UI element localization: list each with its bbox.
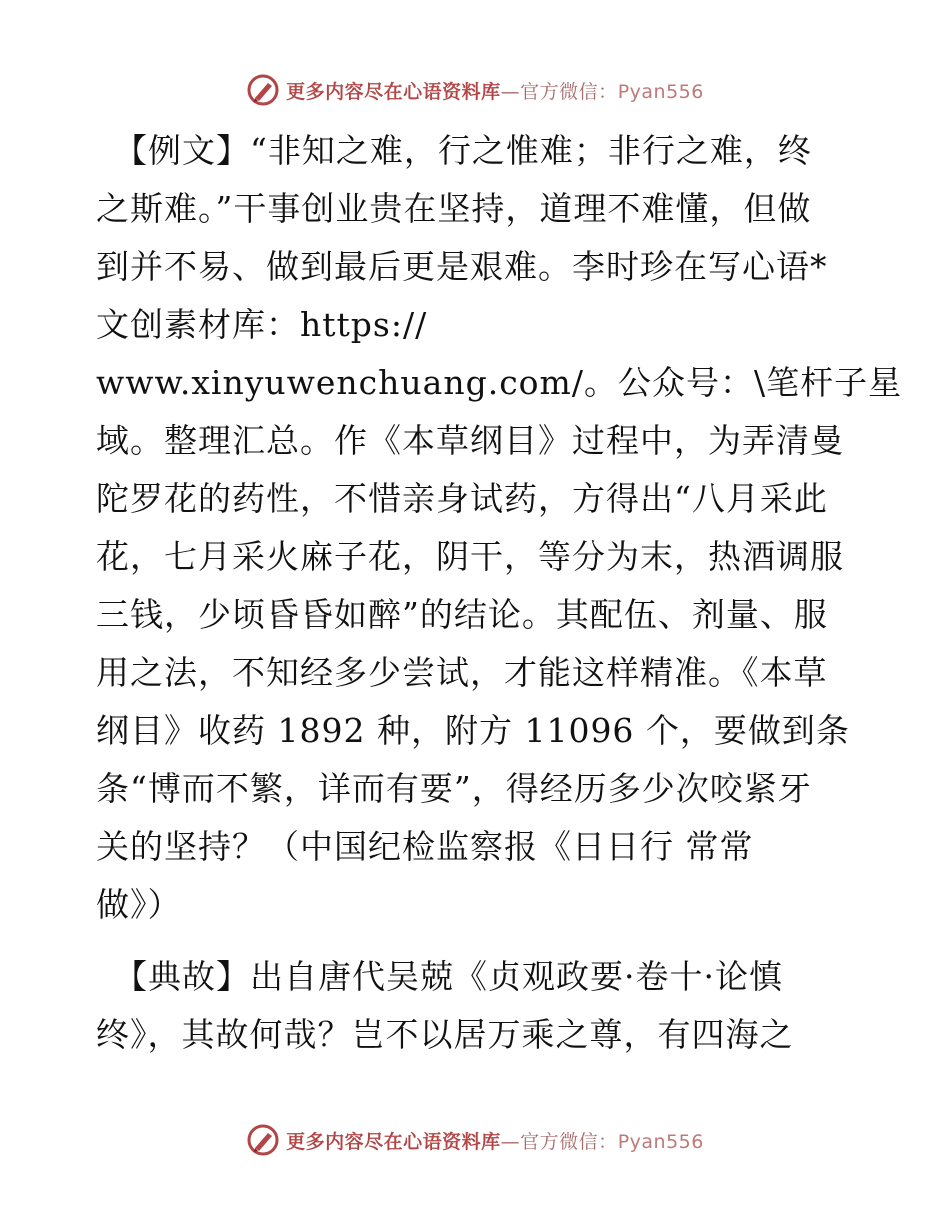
text-line: 纲目》收药 1892 种，附方 11096 个，要做到条 (96, 711, 850, 750)
pen-logo-icon (246, 73, 280, 107)
text-line: 用之法，不知经多少尝试，才能这样精准。《本草 (96, 653, 828, 692)
paragraph-example (96, 122, 903, 934)
text-line: 到并不易、做到最后更是艰难。李时珍在写心语* (96, 247, 828, 286)
text-line: 三钱，少顷昏昏如醉”的结论。其配伍、剂量、服 (96, 595, 828, 634)
paragraph-spacer (96, 934, 856, 948)
text-line: 【例文】“非知之难，行之惟难；非行之难，终 (114, 131, 812, 170)
text-line: 关的坚持？（中国纪检监察报《日日行 常常 (96, 827, 754, 866)
banner-site-text: 更多内容尽在心语资料库 (286, 80, 501, 103)
text-line: 文创素材库：https:// (96, 305, 428, 344)
text-line: 【典故】出自唐代吴兢《贞观政要·卷十·论慎 (114, 957, 783, 996)
text-line: 花，七月采火麻子花，阴干，等分为末，热酒调服 (96, 537, 844, 576)
banner-wechat-label: 官方微信： (520, 80, 618, 103)
banner-dash: — (500, 1130, 521, 1153)
paragraph-allusion (96, 948, 856, 1064)
header-banner (0, 70, 950, 110)
banner-text (286, 1127, 704, 1154)
text-line: 条“博而不繁，详而有要”，得经历多少次咬紧牙 (96, 769, 812, 808)
banner-wechat-id: Pyan556 (617, 80, 704, 103)
banner-dash: — (500, 80, 521, 103)
text-line: www.xinyuwenchuang.com/。公众号：\笔杆子星 (96, 363, 903, 402)
banner-wechat-label: 官方微信： (520, 1130, 618, 1153)
document-body (96, 122, 903, 1064)
text-line: 域。整理汇总。作《本草纲目》过程中，为弄清曼 (96, 421, 844, 460)
banner-text (286, 77, 704, 104)
text-line: 陀罗花的药性，不惜亲身试药，方得出“八月采此 (96, 479, 828, 518)
banner-wechat-id: Pyan556 (617, 1130, 704, 1153)
text-line: 终》，其故何哉？岂不以居万乘之尊，有四海之 (96, 1015, 794, 1054)
footer-banner (0, 1120, 950, 1160)
text-line: 之斯难。”干事创业贵在坚持，道理不难懂，但做 (96, 189, 812, 228)
pen-logo-icon (246, 1123, 280, 1157)
banner-site-text: 更多内容尽在心语资料库 (286, 1130, 501, 1153)
text-line: 做》） (96, 885, 182, 924)
